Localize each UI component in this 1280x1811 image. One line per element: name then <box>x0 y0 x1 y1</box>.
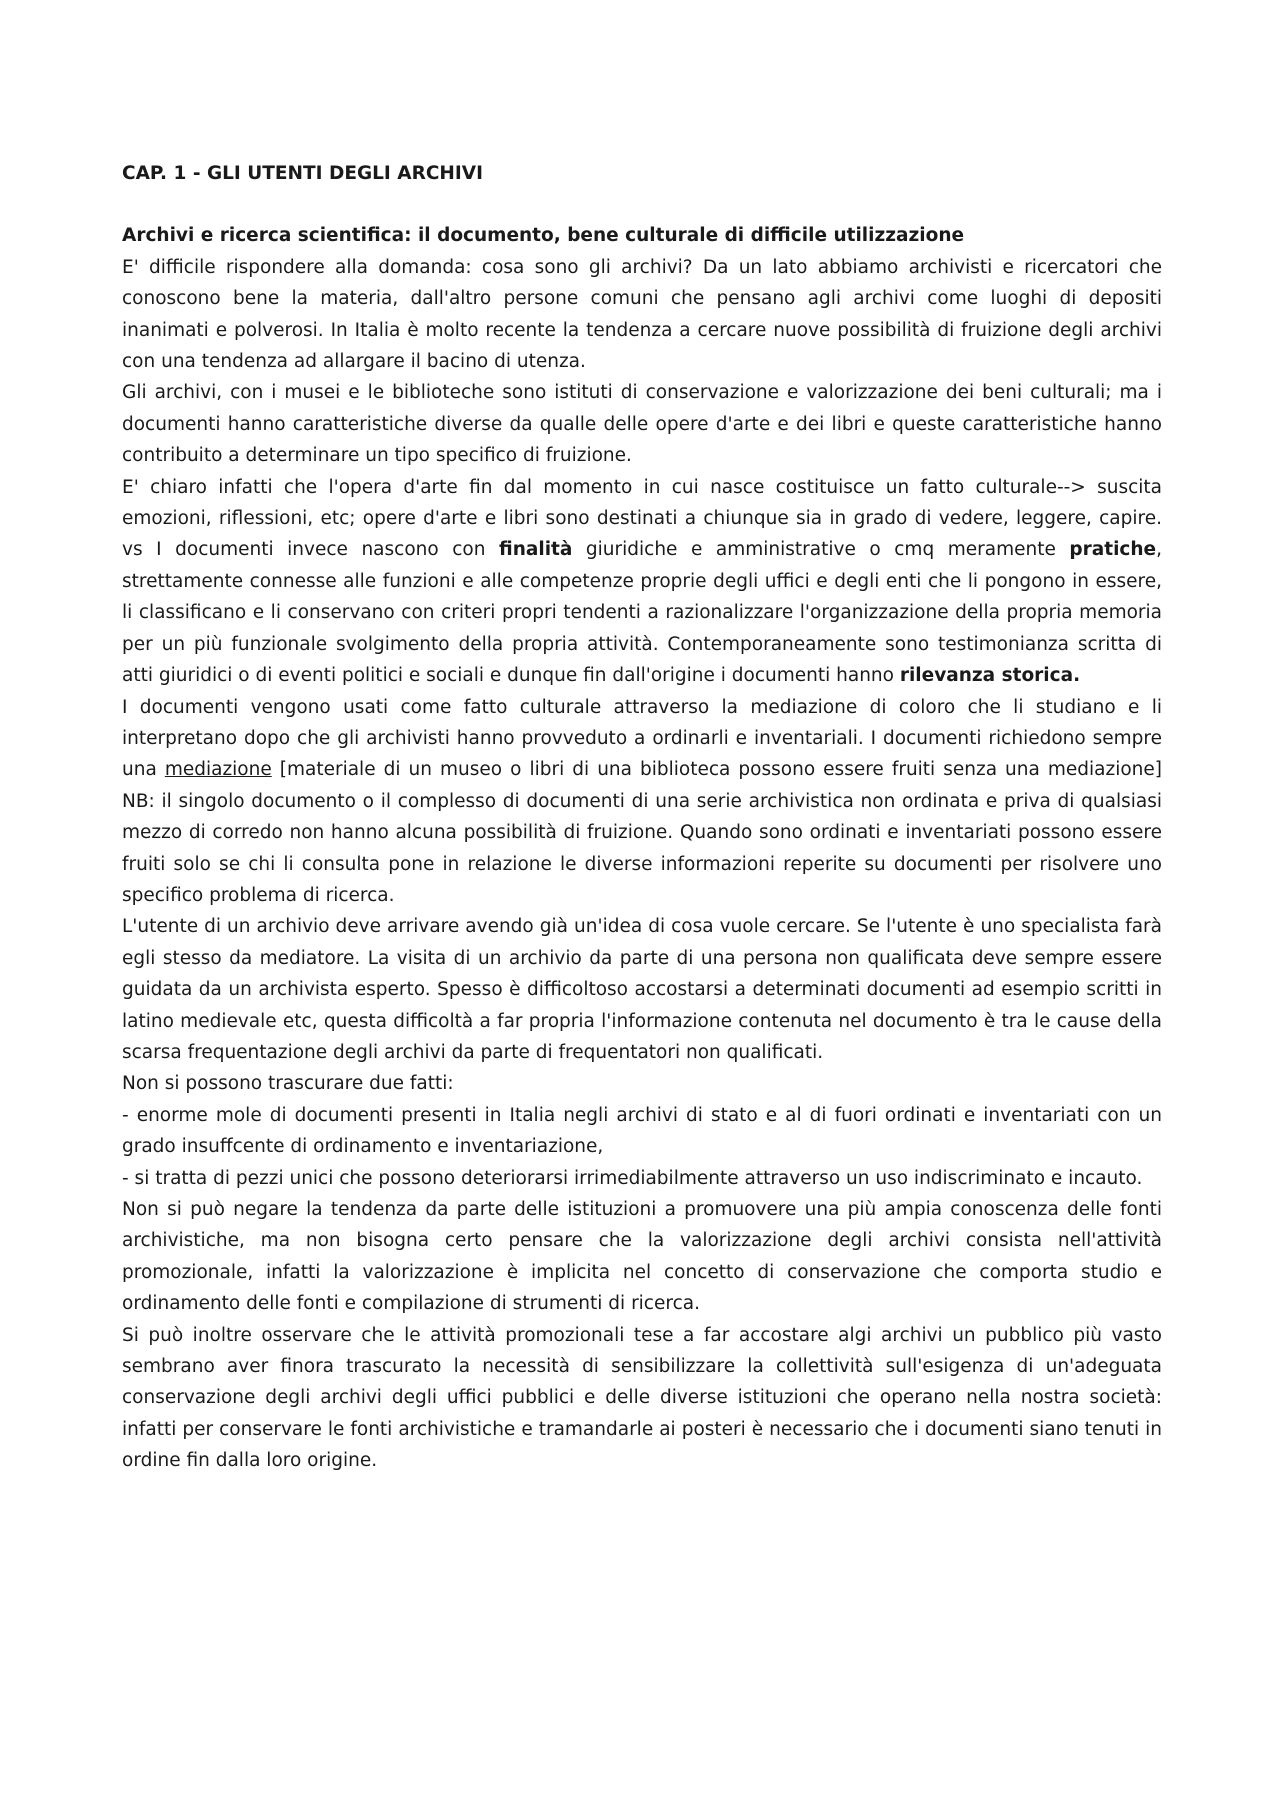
bold-rilevanza-storica: rilevanza storica. <box>899 665 1081 687</box>
paragraph-3-text-d: , strettamente connesse alle funzioni e alle competenze proprie degli uffici e degli enti che li pongono in essere, li classificano e li conservano con criteri propri tendenti a razionalizzare l'organizzazione della propria memoria per un più funzionale svolgimento della propria attività. Contemporaneamente sono testimonianza scritta di atti giuridici o di eventi politici e sociali e dunque fin dall'origine i documenti hanno <box>122 539 1162 687</box>
paragraph-2: Gli archivi, con i musei e le biblioteche sono istituti di conservazione e valorizzazione dei beni culturali; ma i documenti hanno caratteristiche diverse da qualle delle opere d'arte e dei libri e queste caratteristiche hanno contribuito a determinare un tipo specifico di fruizione. <box>122 382 1162 467</box>
list-item-1: - enorme mole di documenti presenti in Italia negli archivi di stato e al di fuori ordinati e inventariati con un grado insuffcente di ordinamento e inventariazione, <box>122 1104 1162 1158</box>
paragraph-4 <box>122 692 1162 912</box>
bold-finalita: finalità <box>498 539 573 561</box>
list-item-2: - si tratta di pezzi unici che possono deteriorarsi irrimediabilmente attraverso un uso indiscriminato e incauto. <box>122 1167 1143 1189</box>
bold-pratiche: pratiche <box>1069 539 1157 561</box>
chapter-title: CAP. 1 - GLI UTENTI DEGLI ARCHIVI <box>122 163 483 184</box>
paragraph-1: E' difficile rispondere alla domanda: cosa sono gli archivi? Da un lato abbiamo archivisti e ricercatori che conoscono bene la materia, dall'altro persone comuni che pensano agli archivi come luoghi di depositi inanimati e polverosi. In Italia è molto recente la tendenza a cercare nuove possibilità di fruizione degli archivi con una tendenza ad allargare il bacino di utenza. <box>122 256 1162 373</box>
paragraph-3 <box>122 472 1162 692</box>
paragraph-4-text-b: [materiale di un museo o libri di una biblioteca possono essere fruiti senza una mediazione] NB: il singolo documento o il complesso di documenti di una serie archivistica non ordinata e priva di qualsiasi mezzo di corredo non hanno alcuna possibilità di fruizione. Quando sono ordinati e inventariati possono essere fruiti solo se chi li consulta pone in relazione le diverse informazioni reperite su documenti per risolvere uno specifico problema di ricerca. <box>122 759 1162 906</box>
paragraph-6: Non si possono trascurare due fatti: <box>122 1073 454 1095</box>
paragraph-4-text-a: I documenti vengono usati come fatto culturale attraverso la mediazione di coloro che li studiano e li interpretano dopo che gli archivisti hanno provveduto a ordinarli e inventariali. I documenti richiedono sempre una <box>122 696 1162 781</box>
paragraph-10: Si può inoltre osservare che le attività promozionali tese a far accostare algi archivi un pubblico più vasto sembrano aver finora trascurato la necessità di sensibilizzare la collettività sull'esigenza di un'adeguata conservazione degli archivi degli uffici pubblici e delle diverse istituzioni che operano nella nostra società: infatti per conservare le fonti archivistiche e tramandarle ai posteri è necessario che i documenti siano tenuti in ordine fin dalla loro origine. <box>122 1324 1162 1472</box>
underlined-mediazione: mediazione <box>164 759 272 781</box>
paragraph-5: L'utente di un archivio deve arrivare avendo già un'idea di cosa vuole cercare. Se l'utente è uno specialista farà egli stesso da mediatore. La visita di un archivio da parte di una persona non qualificata deve sempre essere guidata da un archivista esperto. Spesso è difficoltoso accostarsi a determinati documenti ad esempio scritti in latino medievale etc, questa difficoltà a far propria l'informazione contenuta nel documento è tra le cause della scarsa frequentazione degli archivi da parte di frequentatori non qualificati. <box>122 916 1162 1063</box>
paragraph-9: Non si può negare la tendenza da parte delle istituzioni a promuovere una più ampia conoscenza delle fonti archivistiche, ma non bisogna certo pensare che la valorizzazione degli archivi consista nell'attività promozionale, infatti la valorizzazione è implicita nel concetto di conservazione che comporta studio e ordinamento delle fonti e compilazione di strumenti di ricerca. <box>122 1199 1162 1315</box>
paragraph-3-text-c: giuridiche e amministrative o cmq meramente <box>572 539 1070 561</box>
section-title: Archivi e ricerca scientifica: il documento, bene culturale di difficile utilizzazione <box>122 225 965 247</box>
paragraph-3-text-a: E' chiaro infatti che l'opera d'arte fin dal momento in cui nasce costituisce un fatto culturale--> suscita emozioni, riflessioni, etc; opere d'arte e libri sono destinati a chiunque sia in grado di vedere, leggere, capire. vs I documenti invece nascono con <box>122 476 1162 561</box>
